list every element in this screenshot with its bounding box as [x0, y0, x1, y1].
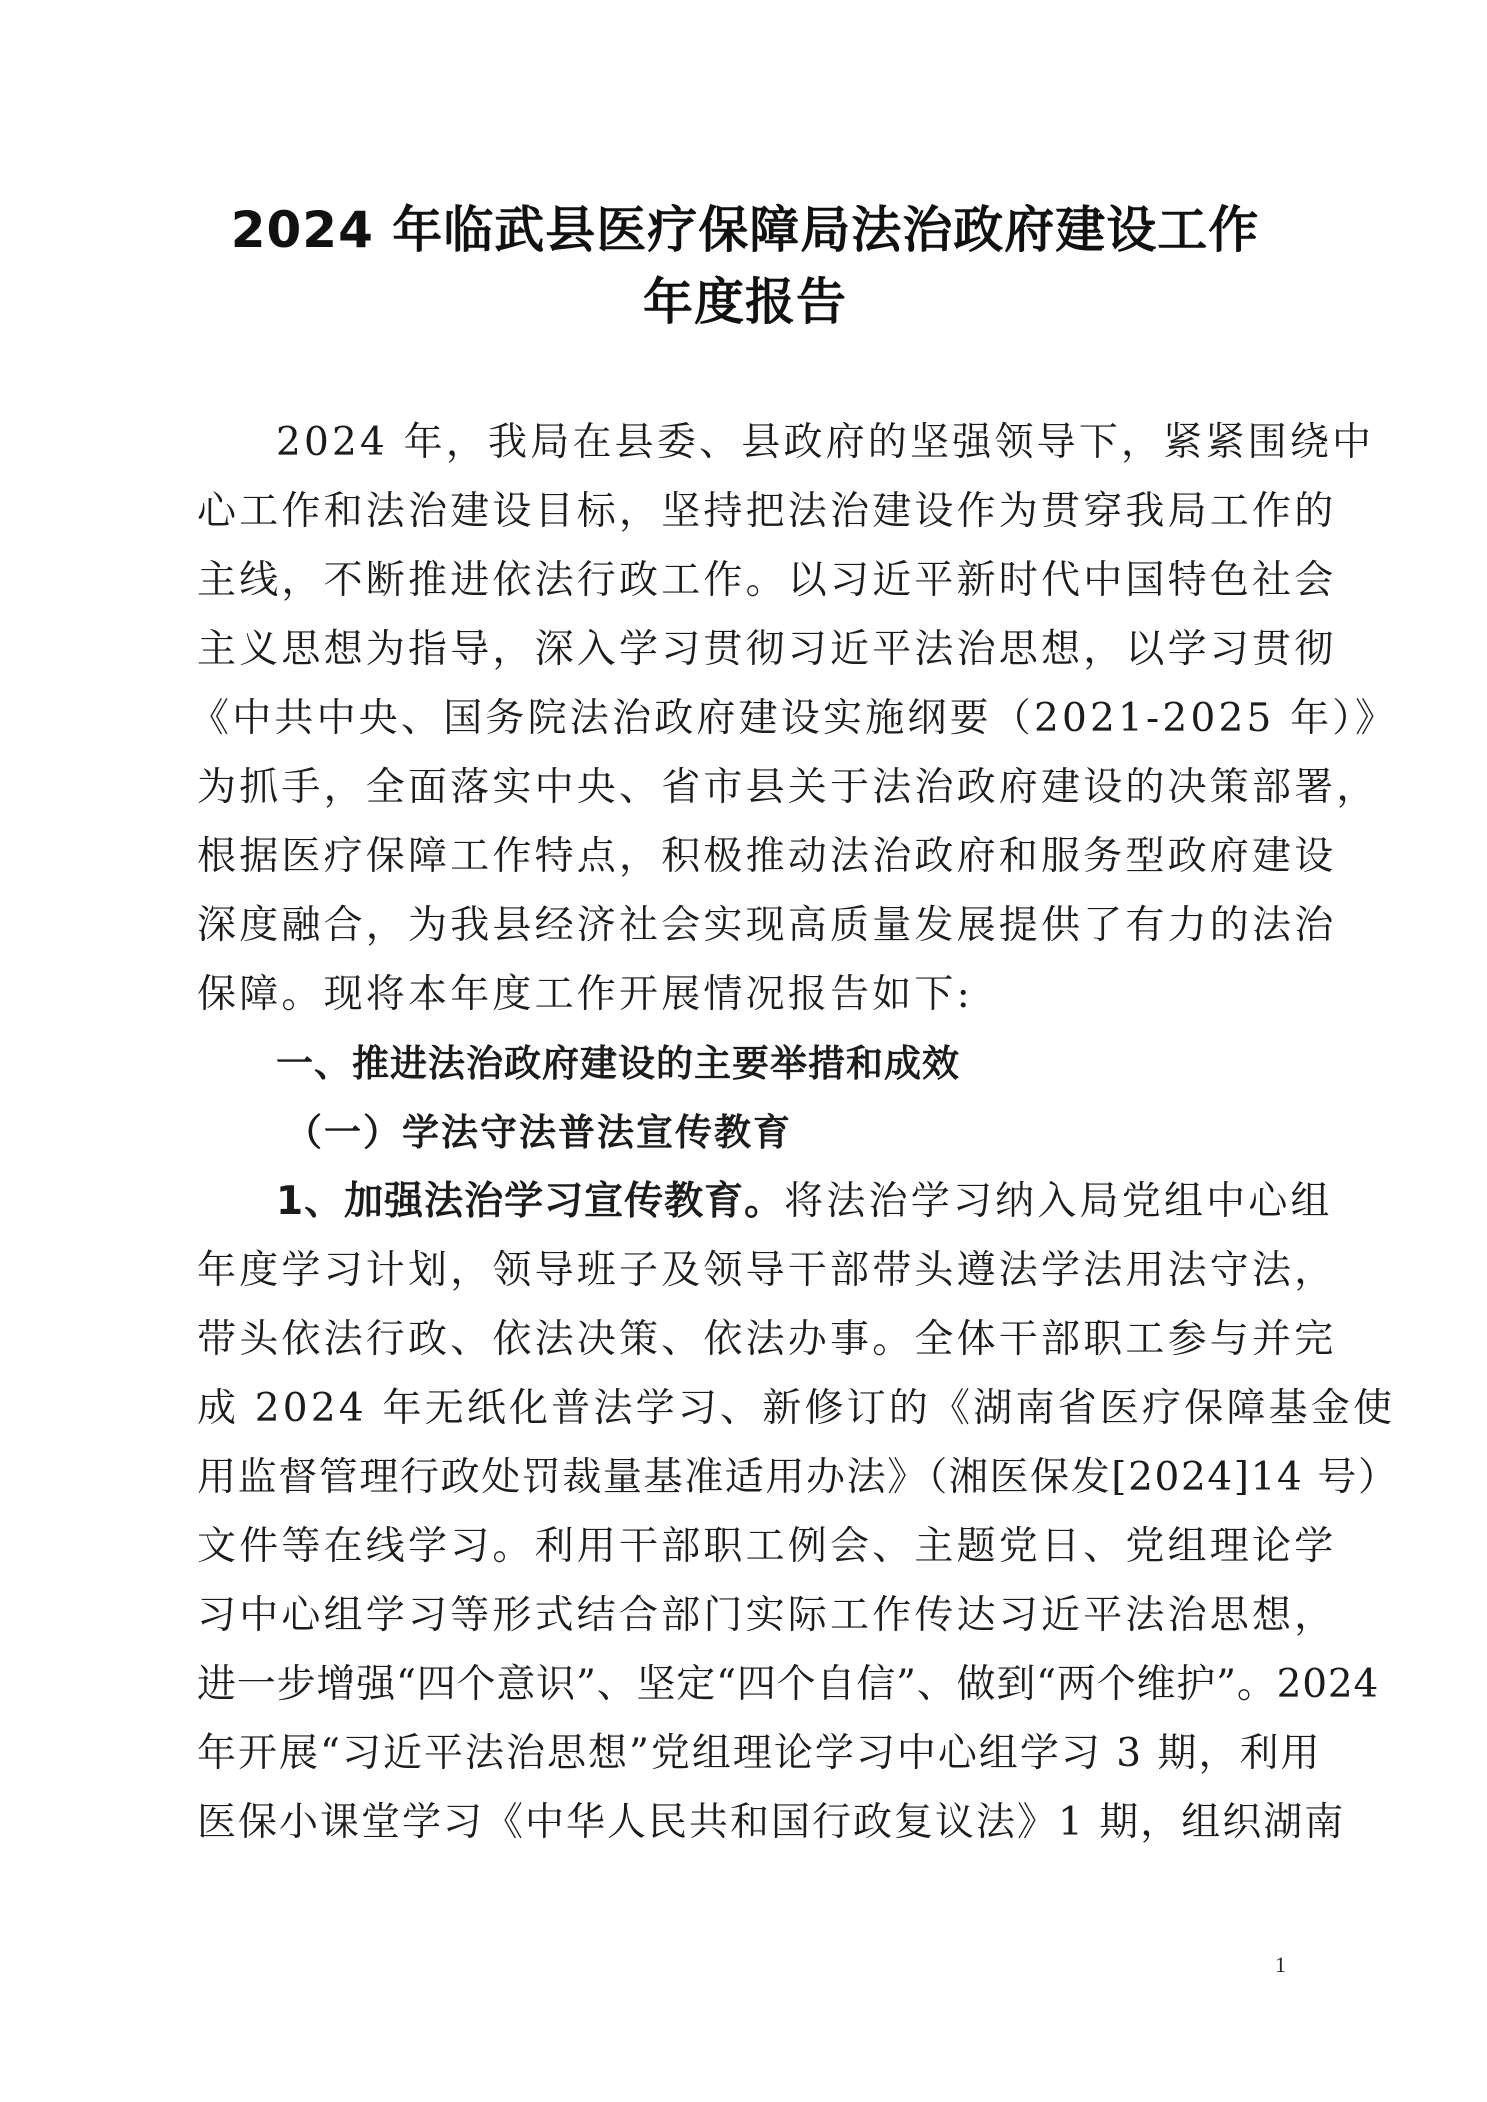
- item-title: 1、加强法治学习宣传教育。: [276, 1179, 785, 1224]
- paragraph-line: 2024 年，我局在县委、县政府的坚强领导下，紧紧围绕中: [276, 420, 1375, 465]
- paragraph-line: 主义思想为指导，深入学习贯彻习近平法治思想，以学习贯彻: [197, 627, 1337, 672]
- paragraph-line: 带头依法行政、依法决策、依法办事。全体干部职工参与并完: [197, 1317, 1337, 1362]
- paragraph-line: 年度学习计划，领导班子及领导干部带头遵法学法用法守法，: [197, 1248, 1337, 1293]
- paragraph-line: 为抓手，全面落实中央、省市县关于法治政府建设的决策部署，: [197, 765, 1379, 810]
- paragraph-line: 进一步增强“四个意识”、坚定“四个自信”、做到“两个维护”。2024: [197, 1662, 1380, 1707]
- item-text: 将法治学习纳入局党组中心组: [784, 1179, 1333, 1224]
- document-title-line-1: 2024 年临武县医疗保障局法治政府建设工作: [230, 201, 1260, 259]
- paragraph-line: 根据医疗保障工作特点，积极推动法治政府和服务型政府建设: [197, 834, 1337, 879]
- paragraph-line: 医保小课堂学习《中华人民共和国行政复议法》1 期，组织湖南: [197, 1800, 1346, 1845]
- paragraph-line: 年开展“习近平法治思想”党组理论学习中心组学习 3 期，利用: [197, 1731, 1322, 1776]
- page-number: 1: [1275, 1952, 1286, 1977]
- section-heading: 一、推进法治政府建设的主要举措和成效: [276, 1042, 960, 1085]
- paragraph-line: 文件等在线学习。利用干部职工例会、主题党日、党组理论学: [197, 1524, 1337, 1569]
- paragraph-line: 成 2024 年无纸化普法学习、新修订的《湖南省医疗保障基金使: [197, 1386, 1396, 1431]
- subsection-heading: （一）学法守法普法宣传教育: [285, 1111, 792, 1154]
- document-title-line-2: 年度报告: [643, 273, 847, 331]
- item-line: [276, 1177, 1376, 1227]
- paragraph-line: 用监督管理行政处罚裁量基准适用办法》（湘医保发[2024]14 号）: [197, 1455, 1399, 1500]
- paragraph-line: 深度融合，为我县经济社会实现高质量发展提供了有力的法治: [197, 903, 1337, 948]
- paragraph-line: 《中共中央、国务院法治政府建设实施纲要（2021-2025 年）》: [190, 696, 1398, 741]
- paragraph-line: 主线，不断推进依法行政工作。以习近平新时代中国特色社会: [197, 558, 1337, 603]
- paragraph-line: 习中心组学习等形式结合部门实际工作传达习近平法治思想，: [197, 1593, 1337, 1638]
- paragraph-line: 心工作和法治建设目标，坚持把法治建设作为贯穿我局工作的: [197, 489, 1337, 534]
- paragraph-line: 保障。现将本年度工作开展情况报告如下:: [197, 972, 973, 1017]
